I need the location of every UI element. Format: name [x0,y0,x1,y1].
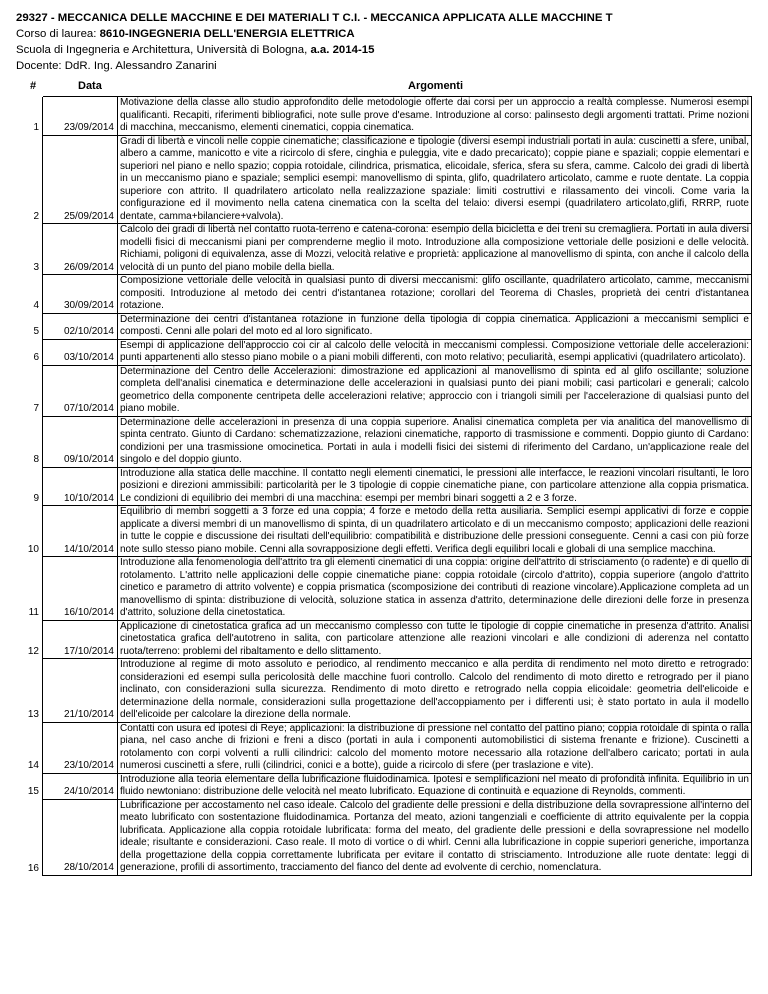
row-topics: Lubrificazione per accostamento nel caso ideale. Calcolo del gradiente delle pressioni e della distribuzione della sovrapressione all'interno del meato lubrificato con sostentazione fluidodinamica. Portanza del meato, azioni tangenziali e coefficiente di attrito equivalente per la coppia lubrificata. Applicazione alla coppia rotoidale lubrificata: forma del meato, del gradiente delle pressioni e della sovrapressione nel modello ideale; risultante e considerazioni. Caso reale. Il moto di vortice o di whirl. Cenni alla lubrificazione in coppie superiori generiche, importanza della progettazione della coppia correttamente lubrificata per evitare il contatto di strisciamento. Introduzione alle ruote dentate: leggi di generazione, profili di assortimento, tracciamento del fianco del dente ad evolvente di cerchio, nomenclatura. [118,799,752,875]
table-row [16,135,752,224]
row-date: 17/10/2014 [43,620,118,659]
table-row [16,416,752,467]
table-row [16,467,752,506]
column-headers [0,80,768,94]
school-name: Scuola di Ingegneria e Architettura, Università di Bologna, [16,44,311,56]
row-number: 13 [27,709,39,720]
table-row [16,557,752,621]
row-number: 4 [33,300,39,311]
row-number: 6 [33,352,39,363]
table-row [16,313,752,339]
table-row [16,339,752,365]
row-topics: Composizione vettoriale delle velocità in qualsiasi punto di diversi meccanismi: glifo oscillante, quadrilatero articolato, camme, meccanismi compositi. Introduzione al metodo dei centri d'istantanea rotazione; corollari del Teorema di Chasles, proprietà dei centri d'istantanea rotazione. [118,275,752,314]
row-topics: Introduzione alla teoria elementare della lubrificazione fluidodinamica. Ipotesi e semplificazioni nel meato di profondità infinita. Equilibrio in un fluido newtoniano: distribuzione delle velocità nel meato lubrificato. Equazione di continuità e equazione di Reynolds, commenti. [118,773,752,799]
table-row [16,722,752,773]
table-row [16,275,752,314]
row-date: 23/09/2014 [43,97,118,136]
row-number: 8 [33,454,39,465]
lessons-table [16,96,752,876]
row-number: 7 [33,403,39,414]
row-topics: Applicazione di cinetostatica grafica ad un meccanismo complesso con tutte le tipologie di coppie cinematiche in presenza d'attrito. Analisi cinetostatica grafica dell'autotreno in salita, con particolare attenzione alle reazioni vincolari e alle condizioni di aderenza nel contatto ruota/terreno: problemi del ribaltamento e dello slittamento. [118,620,752,659]
school-line [16,42,760,58]
row-topics: Motivazione della classe allo studio approfondito delle metodologie offerte dai corsi per un approccio a realtà complesse. Numerosi esempi qualificanti. Recapiti, riferimenti bibliografici, note sulle prove d'esame. Introduzione al corso: palinsesto degli argomenti trattati. Prime nozioni di macchina, meccanismo, elementi cinematici, coppia cinematica. [118,97,752,136]
teacher-line: Docente: DdR. Ing. Alessandro Zanarini [16,60,217,72]
column-header-topics: Argomenti [408,80,463,92]
row-date: 23/10/2014 [43,722,118,773]
document-header [16,10,760,74]
row-number: 2 [33,210,39,222]
row-number: 3 [33,261,39,273]
row-topics: Determinazione dei centri d'istantanea rotazione in funzione della tipologia di coppia cinematica. Applicazioni a meccanismi semplici e composti. Cenni alle polari del moto ed al loro significato. [118,313,752,339]
row-date: 02/10/2014 [43,313,118,339]
table-row [16,97,752,136]
row-topics: Introduzione alla fenomenologia dell'attrito tra gli elementi cinematici di una coppia: origine dell'attrito di strisciamento (o radente) e di quello di rotolamento. L'attrito nelle applicazioni delle coppie cinematiche piane: coppia rotoidale (circolo d'attrito), coppia superiore (angolo d'attrito cinetico e parametro di attrito volvente) e coppia prismatica (scomposizione dei contributi di reazione vincolare).Applicazione completa ad un manovellismo di spinta: distribuzione di velocità, soluzione statica in assenza d'attrito, determinazione delle direzioni delle forze in presenza d'attrito, soluzione della cinetostatica. [118,557,752,621]
column-header-number: # [30,80,37,92]
table-row [16,773,752,799]
row-date: 28/10/2014 [43,799,118,875]
row-date: 25/09/2014 [43,135,118,224]
column-header-date: Data [78,80,102,92]
row-date: 09/10/2014 [43,416,118,467]
row-date: 10/10/2014 [43,467,118,506]
row-topics: Equilibrio di membri soggetti a 3 forze ed una coppia; 4 forze e metodo della retta ausiliaria. Semplici esempi applicativi di forze e coppie applicate a diversi membri di un manovellismo di spinta, di un quadrilatero articolato e di un meccanismo composto; applicazioni delle reazioni in tutte le coppie e discussione dei risultati dell'equilibrio: compatibilità e distribuzione delle pressioni conseguente. Cenni a casi con più forze note sullo stesso piano mobile. Cenni alla sovrapposizione degli effetti. Verifica degli equilibri locali e globali di una semplice macchina. [118,506,752,557]
degree-label: Corso di laurea: [16,28,100,40]
row-number: 15 [27,786,39,797]
row-number: 10 [27,543,39,555]
row-topics: Calcolo dei gradi di libertà nel contatto ruota-terreno e catena-corona: esempio della bicicletta e dei treni su cremagliera. Portati in aula diversi modelli fisici di meccanismi piani per comprenderne meglio il moto. Introduzione alla composizione vettoriale delle posizioni e delle velocità. Richiami, poligoni di equivalenza, asse di Mozzi, velocità relative e proprietà: applicazione al manovellismo di spinta, con anche il calcolo della velocità di un punto del piano mobile della biella. [118,224,752,275]
row-topics: Esempi di applicazione dell'approccio coi cir al calcolo delle velocità in meccanismi complessi. Composizione vettoriale delle accelerazioni: punti appartenenti allo stesso piano mobile o a piani mobili differenti, con moto relativo; peculiarità, esempi applicativi (quadrilatero articolato). [118,339,752,365]
row-number: 9 [33,492,39,504]
row-date: 03/10/2014 [43,339,118,365]
row-date: 24/10/2014 [43,773,118,799]
row-date: 16/10/2014 [43,557,118,621]
table-row [16,799,752,875]
row-topics: Contatti con usura ed ipotesi di Reye; applicazioni: la distribuzione di pressione nel contatto del pattino piano; coppia rotoidale di spinta o ralla piana, nel caso anche di frizioni e freni a disco (portati in aula i componenti automobilistici di sistema frenante e frizione). Cuscinetti a rotolamento con corpi volventi a rulli cilindrici: calcolo del momento motore necessario alla rotazione dell'albero caricato; portati in aula numerosi cuscinetti a sfere, rulli (cilindrici, conici e a botte), guide a ricircolo di sfere (per traslazione e vite). [118,722,752,773]
academic-year: a.a. 2014-15 [310,44,375,56]
row-topics: Gradi di libertà e vincoli nelle coppie cinematiche; classificazione e tipologie (diversi esempi industriali portati in aula: cuscinetti a sfere, unibal, albero a camme, manicotto e vite a ricircolo di sfere, cinghia e puleggia, vite e dado precaricato); coppie piane e spaziali; coppie elementari e superiori nel piano e nello spazio; coppia rotoidale, cilindrica, prismatica, elicoidale, sferica, sfera su sfera, camme. Calcolo dei gradi di libertà in un meccanismo piano e spaziale; semplici esempi: manovellismo di spinta, glifo, quadrilatero articolato, camme e ruote dentate. La coppia superiore con attrito. Il quadrilatero articolato nella realizzazione spaziale: limiti costruttivi e rilassamento dei vincoli. Come varia la configurazione ed il movimento nella catena cinematica con la scelta del telaio: diversi esempi (quadrilatero articolato,glifi, RRRP, ruote dentate, camma+bilanciere+valvola). [118,135,752,224]
table-row [16,659,752,723]
row-number: 16 [27,862,39,874]
table-row [16,365,752,416]
row-date: 07/10/2014 [43,365,118,416]
row-topics: Introduzione al regime di moto assoluto e periodico, al rendimento meccanico e alla perdita di rendimento nel moto diretto e retrogrado: considerazioni ed esempi sulla pericolosità delle macchine fuori controllo. Calcolo del rendimento di moto diretto e retrogrado per il piano inclinato, con considerazioni sulla sicurezza. Rendimento di moto diretto e retrogrado nella coppia elicoidale: geometria dell'elicoide e determinazione della normale, considerazioni sulla progettazione dell'accoppiamento per i differenti usi; è stato portato in aula il modello dell'elicoide per calcolare la direzione della normale. [118,659,752,723]
degree-line [16,26,760,42]
course-title: 29327 - MECCANICA DELLE MACCHINE E DEI MATERIALI T C.I. - MECCANICA APPLICATA ALLE MACCHINE T [16,12,613,24]
table-row [16,224,752,275]
row-number: 5 [33,326,39,337]
row-topics: Determinazione del Centro delle Accelerazioni: dimostrazione ed applicazioni al manovellismo di spinta ed al glifo oscillante; soluzione completa dell'analisi cinematica e determinazione delle accelerazioni in qualsiasi punto dei piani mobili; casi particolari e generali; calcolo geometrico della componente centripeta delle accelerazioni relative; approccio con i triangoli simili per l'accelerazione di qualsiasi punto del piano mobile. [118,365,752,416]
degree-value: 8610-INGEGNERIA DELL'ENERGIA ELETTRICA [99,28,355,40]
row-date: 21/10/2014 [43,659,118,723]
row-number: 11 [28,607,39,618]
table-row [16,506,752,557]
row-topics: Introduzione alla statica delle macchine. Il contatto negli elementi cinematici, le pressioni alle interfacce, le reazioni vincolari risultanti, le loro posizioni e direzioni ammissibili: particolarità per le 3 tipologie di coppie cinematiche piane, con particolare attenzione alla coppia prismatica. Le condizioni di equilibrio dei membri di una macchina: esempi per membri binari soggetti a 2 e 3 forze. [118,467,752,506]
row-date: 14/10/2014 [43,506,118,557]
row-number: 1 [33,122,39,133]
table-row [16,620,752,659]
row-number: 14 [27,760,39,771]
row-number: 12 [27,645,39,657]
row-date: 26/09/2014 [43,224,118,275]
row-date: 30/09/2014 [43,275,118,314]
row-topics: Determinazione delle accelerazioni in presenza di una coppia superiore. Analisi cinematica completa per via analitica del manovellismo di spinta centrato. Giunto di Cardano: schematizzazione, relazioni cinematiche, rapporto di trasmissione e commenti. Doppio giunto di Cardano: condizioni per una trasmissione omocinetica. Portati in aula i modelli fisici dei sistemi di riferimento del Cardano, un'applicazione reale del singolo e del doppio giunto. [118,416,752,467]
